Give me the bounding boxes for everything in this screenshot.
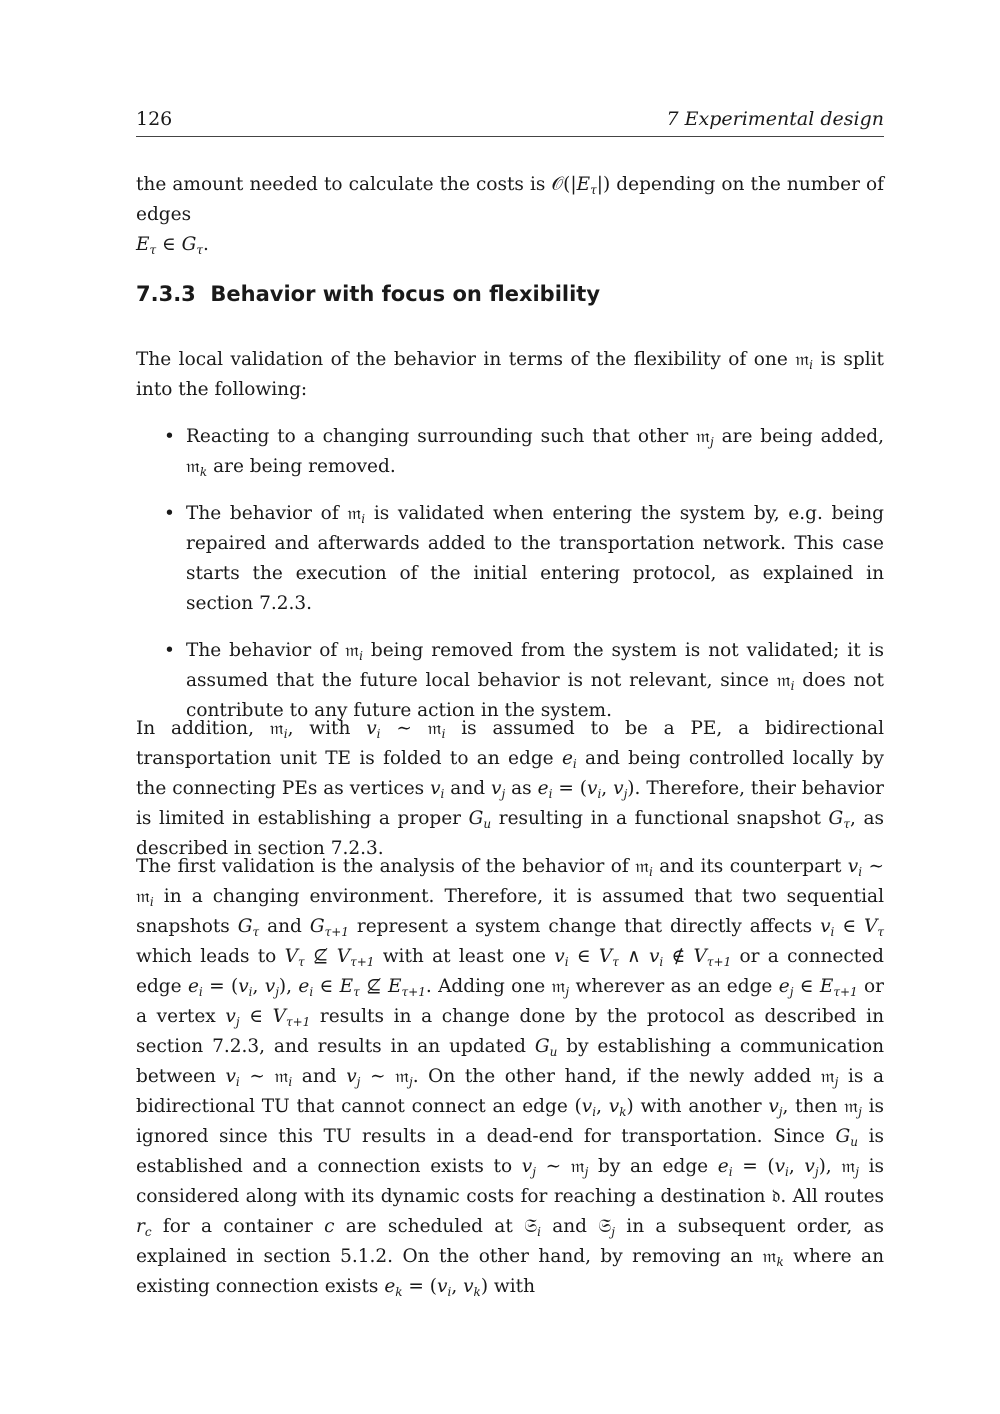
chapter-title: 7 Experimental design (666, 108, 884, 130)
bullet-icon: • (164, 503, 175, 524)
running-header (136, 106, 884, 137)
bullet-list (136, 422, 884, 726)
paragraph-1: The local validation of the behavior in terms of the flexibility of one 𝔪$_i$ is split into the following: (136, 349, 884, 400)
page-number: 126 (136, 108, 173, 130)
section-title: Behavior with focus on flexibility (210, 282, 601, 306)
list-item: • Reacting to a changing surrounding such that other 𝔪$_j$ are being added, 𝔪$_k$ are being removed. (136, 422, 884, 482)
section-heading (136, 282, 600, 306)
bullet-icon: • (164, 426, 175, 447)
intro-paragraph: the amount needed to calculate the costs is $𝒪(|E_\tau|)$ depending on the number of edges $E_\tau$ ∈ $G_\tau$. (136, 174, 884, 257)
section-number: 7.3.3 (136, 282, 196, 306)
list-item: • The behavior of 𝔪$_i$ being removed from the system is not validated; it is assumed that the future local behavior is not relevant, since 𝔪$_i$ does not contribute to any future action in the system. (136, 636, 884, 726)
bullet-icon: • (164, 640, 175, 661)
list-item: • The behavior of 𝔪$_i$ is validated when entering the system by, e.g. being repaired and afterwards added to the transportation network. This case starts the execution of the initial entering protocol, as explained in section 7.2.3. (136, 499, 884, 619)
paragraph-3: The first validation is the analysis of the behavior of 𝔪$_i$ and its counterpart $v_i$ ∼ 𝔪$_i$ in a changing environment. Therefore, it is assumed that two sequential snapshots $G_\tau$ and $G_{\tau+1}$ represent a system change that directly affects $v_i$ ∈ $V_\tau$ which leads to $V_\tau$ ⊈ $V_{\tau+1}$ with at least one $v_i$ ∈ $V_\tau$ ∧ $v_i$ ∉ $V_{\tau+1}$ or a connected edge $e_i = (v_i$, $v_j$), $e_i$ ∈ $E_\tau$ ⊈ $E_{\tau+1}$. Adding one 𝔪$_j$ wherever as an edge $e_j$ ∈ $E_{\tau+1}$ or a vertex $v_j$ ∈ $V_{\tau+1}$ results in a change done by the protocol as described in section 7.2.3, and results in an updated $G_u$ by establishing a communication between $v_i$ ∼ 𝔪$_i$ and $v_j$ ∼ 𝔪$_j$. On the other hand, if the newly added 𝔪$_j$ is a bidirectional TU that cannot connect an edge ($v_i$, $v_k$) with another $v_j$, then 𝔪$_j$ is ignored since this TU results in a dead-end for transportation. Since $G_u$ is established and a connection exists to $v_j$ ∼ 𝔪$_j$ by an edge $e_i = (v_i$, $v_j$), 𝔪$_j$ is considered along with its dynamic costs for reaching a destination 𝔡. All routes $r_c$ for a container c are scheduled at 𝔖$_i$ and 𝔖$_j$ in a subsequent order, as explained in section 5.1.2. On the other hand, by removing an 𝔪$_k$ where an existing connection exists $e_k = (v_i$, $v_k$) with (136, 856, 885, 1299)
paragraph-2: In addition, 𝔪$_i$, with $v_i$ ∼ 𝔪$_i$ is assumed to be a PE, a bidirectional transportation unit TE is folded to an edge $e_i$ and being controlled locally by the connecting PEs as vertices $v_i$ and $v_j$ as $e_i = (v_i$, $v_j$). Therefore, their behavior is limited in establishing a proper $G_u$ resulting in a functional snapshot $G_\tau$, as described in section 7.2.3. (136, 718, 884, 859)
